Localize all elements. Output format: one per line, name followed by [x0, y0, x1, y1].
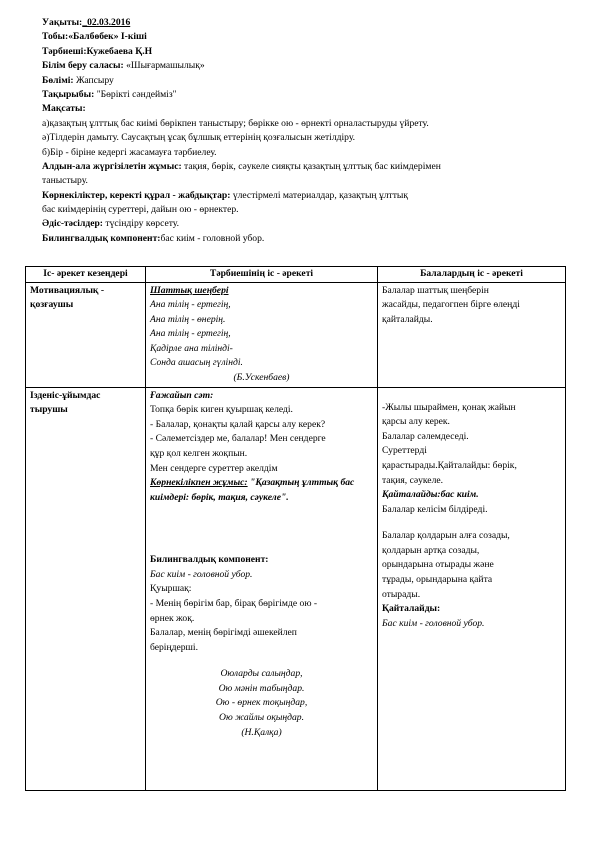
date-line [42, 16, 562, 30]
column-header-children: Балалардың іс - әрекеті [378, 267, 566, 283]
area-label: Білім беру саласы: [42, 60, 124, 72]
teacher-text: Балалар, менің бөрігімді әшекейлеп [150, 627, 297, 639]
tech-label: Әдіс-тәсілдер: [42, 218, 103, 230]
bilingual-line [42, 232, 562, 246]
repeat2-value: Бас киім - головной убор. [382, 617, 485, 629]
spacer [150, 541, 373, 553]
visual-label: Көрнекіліктер, керекті құрал - жабдықтар: [42, 189, 231, 201]
repeat2-label: Қайталайды: [382, 603, 441, 615]
poem-line: Ана тілің - өнерің. [150, 313, 226, 325]
children-text: тұрады, орындарына қайта [382, 573, 493, 585]
spacer [150, 529, 373, 541]
teacher-value: Кужебаева Қ.Н [86, 45, 153, 57]
visual-work-title: Көрнекілікпен жұмыс: [150, 477, 248, 489]
poem-line: Сонда ашасың гүлінді. [150, 357, 243, 369]
tech-line [42, 217, 562, 231]
teacher-text: - Сәлеметсіздер ме, балалар! Мен сендерге [150, 433, 326, 445]
children-cell-search [378, 387, 566, 790]
children-text: қарастырады.Қайталайды: бөрік, [382, 459, 517, 471]
surprise-title: Ғажайып сәт: [150, 389, 214, 401]
poem2-line: Ою - өрнек тоқыңдар, [215, 697, 308, 709]
circle-title: Шаттық шеңбері [150, 284, 229, 296]
spacer [382, 389, 561, 401]
spacer [382, 517, 561, 529]
children-text: орындарына отырады және [382, 559, 494, 571]
teacher-text: өрнек жоқ. [150, 612, 195, 624]
poem2-author: (Н.Қалқа) [241, 726, 282, 738]
spacer [150, 505, 373, 517]
date-value: _02.03.2016 [82, 17, 131, 28]
teacher-text: Топқа бөрік киген қуыршақ келеді. [150, 404, 293, 416]
repeat-label: Қайталайды: [382, 489, 441, 501]
table-row-search [26, 387, 566, 790]
methods-label: Алдын-ала жүргізілетін жұмыс: [42, 160, 182, 172]
group-value: «Балбөбек» I-кіші [68, 31, 147, 43]
teacher-text: - Балалар, қонақты қалай қарсы алу керек? [150, 418, 326, 430]
children-text: Балалар қолдарын алға созады, [382, 530, 510, 542]
poem-line: Ана тілің - ертегің, [150, 328, 231, 340]
poem-line: Қадірле ана тілінді- [150, 342, 233, 354]
children-text: қайталайды. [382, 313, 433, 325]
group-label: Тобы: [42, 31, 69, 43]
goal-label: Мақсаты: [42, 103, 86, 115]
topic-line [42, 88, 562, 102]
topic-label: Тақырыбы: [42, 88, 95, 100]
children-text: Балалар сәлемдеседі. [382, 430, 469, 442]
children-text: жасайды, педагогпен бірге өлеңді [382, 299, 520, 311]
poem2-line: Ою мәнін табыңдар. [218, 682, 305, 694]
doll-label: Қуыршақ: [150, 583, 192, 595]
spacer [150, 655, 373, 667]
bilingual-text: Бас киім - головной убор. [150, 568, 253, 580]
teacher-text: - Менің бөрігім бар, бірақ бөрігімде ою - [150, 597, 318, 609]
visual-value: үлестірмелі материалдар, қазақтың ұлттық [230, 189, 409, 201]
column-header-stages: Іс- әрекет кезеңдері [26, 267, 146, 283]
column-header-teacher: Тәрбиешінің іс - әрекеті [146, 267, 378, 283]
poem2-line: Оюларды салыңдар, [220, 668, 303, 680]
teacher-cell-motivation [146, 282, 378, 387]
children-text: Суреттерді [382, 445, 427, 457]
methods-line [42, 160, 562, 174]
group-line [42, 30, 562, 44]
visual-line [42, 189, 562, 203]
visual-work-text: "Қазақтың ұлттық бас киімдері: бөрік, тақия, сәукеле". [150, 477, 355, 503]
stage-text: қозғаушы [30, 299, 74, 311]
stage-text: Ізденіс-ұйымдас [30, 389, 101, 401]
visual-work [150, 476, 373, 505]
stage-cell-search [26, 387, 146, 790]
poem-author: (Б.Ускенбаев) [233, 372, 290, 384]
children-text: қарсы алу керек. [382, 416, 450, 428]
poem-line: Ана тілің - ертегің, [150, 299, 231, 311]
children-text: Балалар келісім білдіреді. [382, 503, 488, 515]
bilingual-title: Билингвалдық компонент: [150, 554, 269, 566]
date-label: Уақыты: [42, 17, 83, 28]
teacher-text: Мен сендерге суреттер әкелдім [150, 462, 278, 474]
goal-b: ә)Тілдерін дамыту. Саусақтың ұсақ бұлшық еттерінің қозғалысын жетілдіру. [42, 132, 356, 144]
stage-text: Мотивациялық - [30, 284, 105, 296]
goal-c: б)Бір - біріне кедергі жасамауға тәрбиелеу. [42, 146, 217, 158]
methods-value: тақия, бөрік, сәукеле сияқты қазақтың ұлттық бас киімдерімен [181, 160, 441, 172]
methods-line-2: таныстыру. [42, 175, 88, 187]
children-cell-motivation [378, 282, 566, 387]
table-row-motivation [26, 282, 566, 387]
goal-a: а)қазақтың ұлттық бас киімі бөрікпен таныстыру; бөрікке ою - өрнекті орналастыруды үйрету. [42, 117, 429, 129]
children-text: тақия, сәукеле. [382, 474, 444, 486]
section-value: Жапсыру [73, 74, 114, 86]
teacher-text: құр қол келген жоқпын. [150, 447, 248, 459]
section-label: Бөлімі: [42, 74, 74, 86]
lesson-header [42, 16, 562, 246]
children-text: Балалар шаттық шеңберін [382, 284, 489, 296]
teacher-text: беріңдерші. [150, 641, 198, 653]
table-header-row [26, 267, 566, 283]
bilingual-label: Билингвалдық компонент: [42, 232, 161, 244]
children-text: отырады. [382, 588, 421, 600]
section-line [42, 74, 562, 88]
repeat-line [382, 488, 561, 503]
lesson-plan-table [25, 266, 566, 791]
bilingual-value: бас киім - головной убор. [160, 232, 265, 244]
stage-text: тырушы [30, 404, 68, 416]
children-text: -Жылы шыраймен, қонақ жайын [382, 401, 516, 413]
children-text: қолдарын артқа созады, [382, 544, 480, 556]
teacher-label: Тәрбиеші: [42, 45, 87, 57]
spacer [150, 517, 373, 529]
teacher-cell-search [146, 387, 378, 790]
tech-value: түсіндіру көрсету. [102, 218, 180, 230]
area-value: «Шығармашылық» [123, 60, 205, 72]
poem2-line: Ою жайлы оқыңдар. [219, 712, 304, 724]
topic-value: "Бөрікті сәндейміз" [94, 88, 177, 100]
visual-line-2: бас киімдерінің суреттері, дайын ою - өрнектер. [42, 204, 239, 216]
stage-cell-motivation [26, 282, 146, 387]
goal-line [42, 102, 562, 116]
repeat-value: бас киім. [440, 489, 479, 501]
area-line [42, 59, 562, 73]
teacher-line [42, 45, 562, 59]
